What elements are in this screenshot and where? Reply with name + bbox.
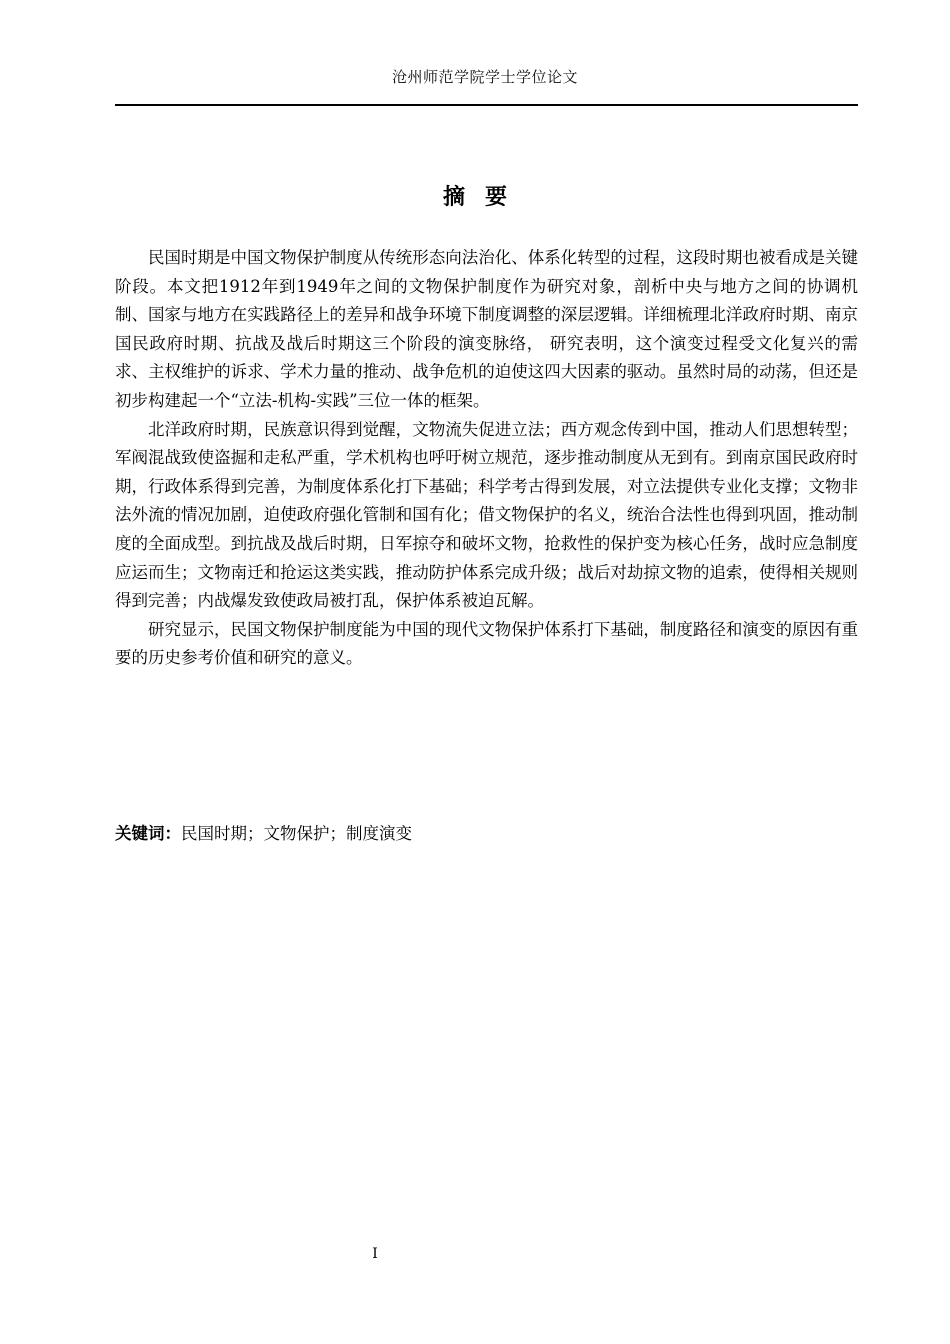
running-header: 沧州师范学院学士学位论文 xyxy=(391,68,578,86)
keywords-label: 关键词： xyxy=(115,824,181,843)
abstract-body xyxy=(115,244,858,673)
abstract-paragraph-3: 研究显示，民国文物保护制度能为中国的现代文物保护体系打下基础，制度路径和演变的原因有重要的历史参考价值和研究的意义。 xyxy=(115,619,858,668)
keywords-line xyxy=(115,820,858,848)
abstract-paragraph-2: 北洋政府时期，民族意识得到觉醒，文物流失促进立法；西方观念传到中国，推动人们思想转型；军阀混战致使盗掘和走私严重，学术机构也呼吁树立规范，逐步推动制度从无到有。到南京国民政府时期，行政体系得到完善，为制度体系化打下基础；科学考古得到发展，对立法提供专业化支撑；文物非法外流的情况加剧，迫使政府强化管制和国有化；借文物保护的名义，统治合法性也得到巩固，推动制度的全面成型。到抗战及战后时期，日军掠夺和破坏文物，抢救性的保护变为核心任务，战时应急制度应运而生；文物南迁和抢运这类实践，推动防护体系完成升级；战后对劫掠文物的追索，使得相关规则得到完善；内战爆发致使政局被打乱，保护体系被迫瓦解。 xyxy=(115,419,858,611)
page-number: I xyxy=(372,1246,378,1262)
abstract-title: 摘要 xyxy=(442,185,527,210)
abstract-paragraph-1: 民国时期是中国文物保护制度从传统形态向法治化、体系化转型的过程，这段时期也被看成是关键阶段。本文把1912年到1949年之间的文物保护制度作为研究对象，剖析中央与地方之间的协调机制、国家与地方在实践路径上的差异和战争环境下制度调整的深层逻辑。详细梳理北洋政府时期、南京国民政府时期、抗战及战后时期这三个阶段的演变脉络， 研究表明，这个演变过程受文化复兴的需求、主权维护的诉求、学术力量的推动、战争危机的迫使这四大因素的驱动。虽然时局的动荡，但还是初步构建起一个“立法-机构-实践”三位一体的框架。 xyxy=(115,248,858,410)
header-rule xyxy=(115,104,858,106)
keywords-value: 民国时期；文物保护；制度演变 xyxy=(181,824,412,843)
